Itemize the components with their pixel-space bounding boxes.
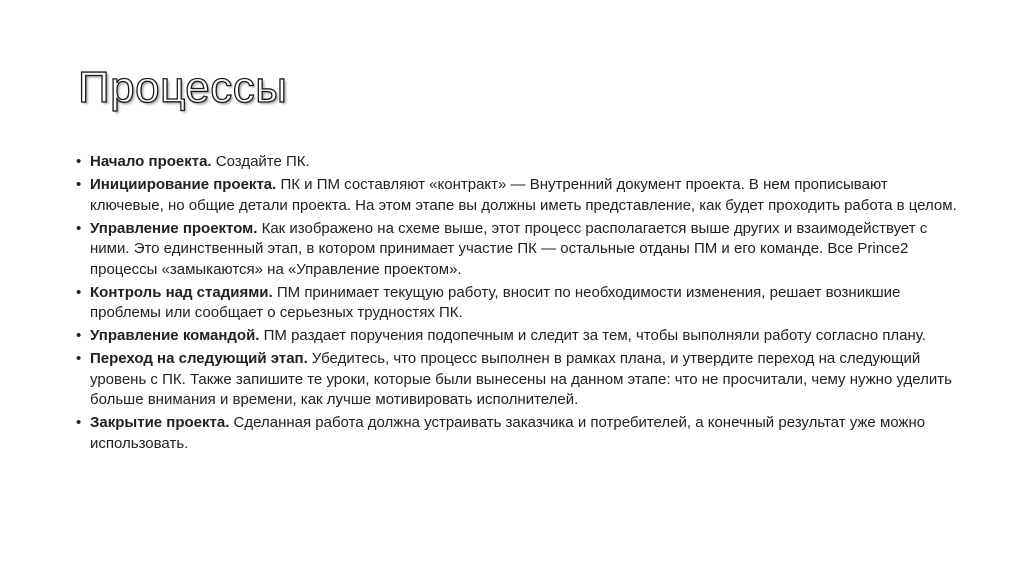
- bullet-text: Как изображено на схеме выше, этот процесс располагается выше других и взаимодействует с ними. Это единственный этап, в котором принимает участие ПК — остальные отданы ПМ и его команде. Все Prince2 процессы «замыкаются» на «Управление проектом».: [90, 219, 928, 278]
- bullet-text: ПМ раздает поручения подопечным и следит за тем, чтобы выполняли работу согласно плану.: [259, 327, 926, 344]
- bullet-text: ПМ принимает текущую работу, вносит по необходимости изменения, решает возникшие проблемы или сообщает о серьезных трудностях ПК.: [90, 283, 901, 321]
- bullet-term: Контроль над стадиями.: [90, 283, 273, 301]
- bullet-term: Закрытие проекта.: [90, 414, 230, 431]
- list-item: [72, 152, 962, 173]
- bullet-icon: •: [76, 414, 82, 431]
- bullet-term: Переход на следующий этап.: [90, 350, 308, 367]
- bullet-icon: •: [76, 327, 82, 344]
- list-item: [72, 219, 962, 281]
- list-item: [72, 349, 962, 411]
- bullet-text: Сделанная работа должна устраивать заказчика и потребителей, а конечный результат уже можно использовать.: [90, 414, 926, 452]
- list-item: [72, 413, 962, 454]
- bullet-icon: •: [76, 350, 82, 367]
- slide-title: Процессы: [78, 63, 288, 112]
- bullet-text: Убедитесь, что процесс выполнен в рамках плана, и утвердите переход на следующий уровень с ПК. Также запишите те уроки, которые были вынесены на данном этапе: что не просчитали, чему нужно уделить больше внимания и времени, как лучше мотивировать исполнителей.: [90, 350, 952, 408]
- list-item: [72, 175, 962, 216]
- bullet-icon: •: [76, 153, 82, 170]
- bullet-icon: •: [76, 219, 82, 237]
- bullet-text: ПК и ПМ составляют «контракт» — Внутренний документ проекта. В нем прописывают ключевые, но общие детали проекта. На этом этапе вы должны иметь представление, как будет проходить работа в целом.: [90, 176, 957, 214]
- bullet-term: Инициирование проекта.: [90, 176, 277, 193]
- bullet-icon: •: [76, 176, 82, 193]
- list-item: [72, 326, 962, 347]
- bullet-term: Управление проектом.: [90, 219, 258, 237]
- bullet-icon: •: [76, 283, 82, 301]
- bullet-text: Создайте ПК.: [211, 153, 310, 170]
- list-item: [72, 283, 962, 324]
- bullet-term: Начало проекта.: [90, 153, 212, 170]
- bullet-list: [72, 152, 962, 457]
- bullet-term: Управление командой.: [90, 327, 260, 344]
